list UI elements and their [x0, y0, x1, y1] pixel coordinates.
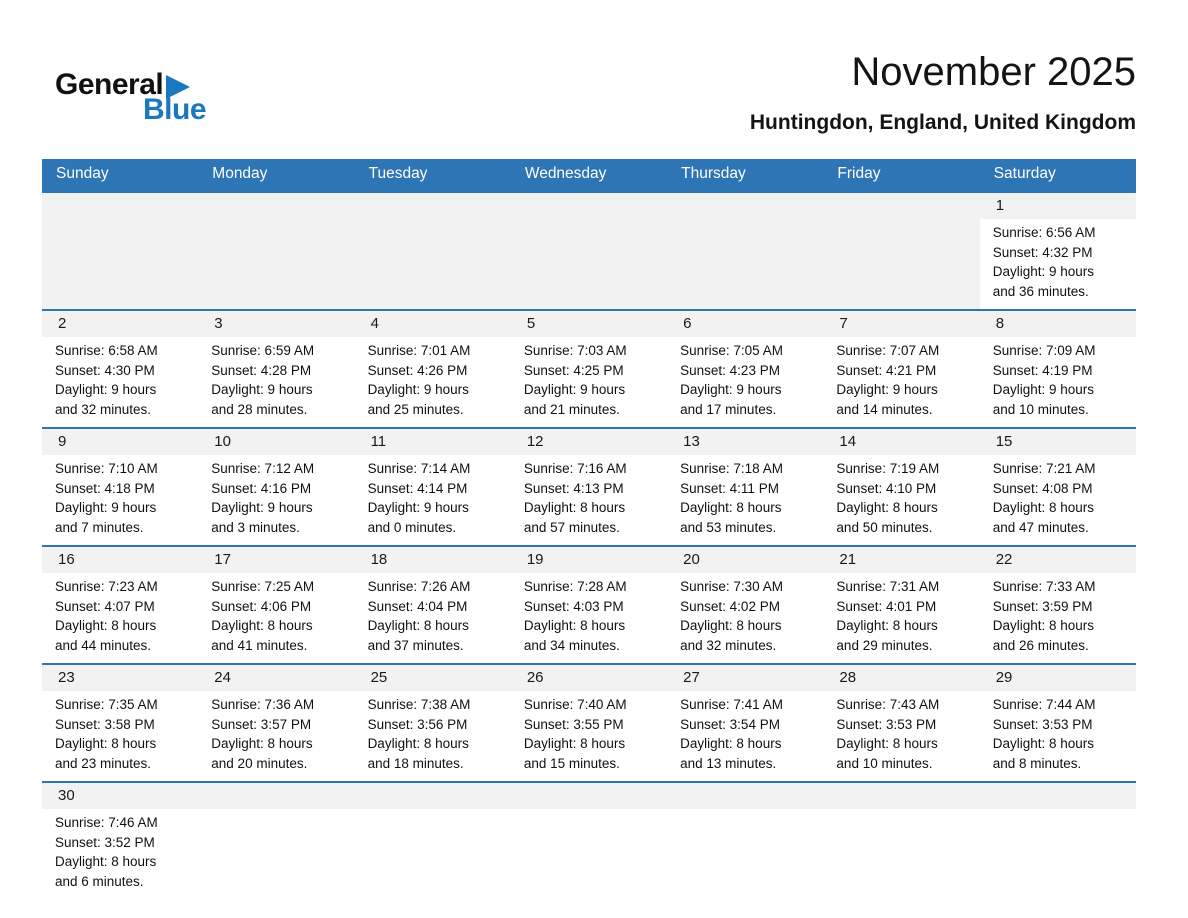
sunset-text: Sunset: 3:56 PM [367, 716, 468, 732]
sunrise-text: Sunrise: 7:18 AM [680, 461, 783, 476]
sunset-text: Sunset: 4:10 PM [836, 480, 937, 496]
day-details [823, 691, 979, 781]
day-details [42, 809, 198, 899]
empty-number-strip [355, 783, 511, 809]
day-cell-26 [511, 665, 667, 781]
day-details [42, 455, 198, 545]
sunrise-text: Sunrise: 7:10 AM [55, 461, 158, 476]
day-number: 17 [198, 547, 354, 573]
day-number: 10 [198, 429, 354, 455]
sunrise-text: Sunrise: 7:16 AM [523, 461, 627, 476]
logo-text-general: General [55, 68, 164, 101]
day-details [198, 455, 354, 545]
day-cell-21 [823, 547, 979, 663]
weekday-saturday: Saturday [993, 165, 1056, 182]
daylight-minutes-text: and 10 minutes. [836, 755, 933, 771]
day-number: 21 [823, 547, 979, 573]
empty-cell [198, 783, 354, 899]
daylight-minutes-text: and 6 minutes. [55, 873, 144, 889]
day-cell-10 [198, 429, 354, 545]
week-row-1 [42, 191, 1136, 309]
week-row-2 [42, 309, 1136, 427]
sunrise-text: Sunrise: 7:28 AM [523, 579, 627, 594]
day-number: 16 [42, 547, 198, 573]
day-number: 22 [980, 547, 1136, 573]
day-details [355, 691, 511, 781]
day-details [667, 455, 823, 545]
page-header [0, 0, 1188, 135]
sunrise-text: Sunrise: 7:35 AM [55, 697, 158, 712]
empty-cell [823, 783, 979, 899]
empty-number-strip [980, 783, 1136, 809]
sunset-text: Sunset: 4:08 PM [992, 480, 1093, 496]
day-cell-16 [42, 547, 198, 663]
sunrise-text: Sunrise: 7:41 AM [680, 697, 783, 712]
logo [55, 50, 206, 127]
weekday-friday: Friday [837, 165, 881, 182]
day-details [980, 337, 1136, 427]
day-details [511, 691, 667, 781]
day-cell-30 [42, 783, 198, 899]
sunset-text: Sunset: 4:02 PM [680, 598, 780, 614]
day-cell-5 [511, 311, 667, 427]
sunset-text: Sunset: 4:21 PM [836, 362, 937, 378]
sunset-text: Sunset: 4:07 PM [55, 598, 155, 614]
daylight-hours-text: Daylight: 8 hours [836, 618, 938, 633]
daylight-hours-text: Daylight: 8 hours [992, 500, 1095, 515]
sunrise-text: Sunrise: 7:30 AM [680, 579, 783, 594]
sunrise-text: Sunrise: 7:43 AM [836, 697, 940, 712]
day-cell-4 [355, 311, 511, 427]
day-cell-8 [980, 311, 1136, 427]
day-number: 18 [355, 547, 511, 573]
day-details [511, 337, 667, 427]
daylight-hours-text: Daylight: 8 hours [55, 736, 157, 751]
daylight-hours-text: Daylight: 9 hours [523, 382, 626, 397]
daylight-minutes-text: and 21 minutes. [523, 401, 620, 417]
daylight-minutes-text: and 17 minutes. [680, 401, 777, 417]
daylight-hours-text: Daylight: 8 hours [523, 500, 626, 515]
day-number: 28 [823, 665, 979, 691]
title-block [750, 50, 1136, 135]
empty-number-strip [667, 783, 823, 809]
day-cell-15 [980, 429, 1136, 545]
day-number: 30 [42, 783, 198, 809]
day-cell-28 [823, 665, 979, 781]
daylight-minutes-text: and 29 minutes. [836, 637, 933, 653]
sunrise-text: Sunrise: 7:46 AM [55, 815, 158, 830]
calendar [42, 159, 1136, 899]
day-details [980, 219, 1136, 309]
empty-number-strip [198, 783, 354, 809]
sunset-text: Sunset: 4:19 PM [992, 362, 1093, 378]
daylight-hours-text: Daylight: 8 hours [680, 618, 782, 633]
daylight-hours-text: Daylight: 9 hours [992, 382, 1095, 397]
day-details [42, 337, 198, 427]
day-details [42, 691, 198, 781]
weekday-tuesday: Tuesday [368, 165, 428, 182]
empty-cell [667, 193, 823, 309]
day-details [511, 455, 667, 545]
day-number: 29 [980, 665, 1136, 691]
calendar-weeks [42, 191, 1136, 899]
day-number: 19 [511, 547, 667, 573]
sunset-text: Sunset: 3:52 PM [55, 834, 155, 850]
empty-cell [667, 783, 823, 899]
sunset-text: Sunset: 4:06 PM [211, 598, 312, 614]
day-number: 5 [511, 311, 667, 337]
daylight-minutes-text: and 41 minutes. [211, 637, 308, 653]
week-row-4 [42, 545, 1136, 663]
sunrise-text: Sunrise: 6:56 AM [992, 225, 1096, 240]
day-cell-9 [42, 429, 198, 545]
daylight-minutes-text: and 50 minutes. [836, 519, 933, 535]
sunrise-text: Sunrise: 7:25 AM [211, 579, 315, 594]
sunrise-text: Sunrise: 7:21 AM [992, 461, 1096, 476]
weekday-wednesday: Wednesday [524, 165, 607, 182]
day-cell-13 [667, 429, 823, 545]
sunset-text: Sunset: 3:55 PM [523, 716, 624, 732]
weekday-sunday: Sunday [56, 165, 109, 182]
day-number: 7 [823, 311, 979, 337]
day-cell-18 [355, 547, 511, 663]
daylight-minutes-text: and 3 minutes. [211, 519, 300, 535]
daylight-hours-text: Daylight: 8 hours [523, 618, 626, 633]
day-cell-12 [511, 429, 667, 545]
daylight-minutes-text: and 53 minutes. [680, 519, 777, 535]
sunrise-text: Sunrise: 7:03 AM [523, 343, 627, 358]
day-details [42, 573, 198, 663]
day-details [823, 573, 979, 663]
day-cell-20 [667, 547, 823, 663]
daylight-hours-text: Daylight: 8 hours [992, 736, 1095, 751]
daylight-minutes-text: and 23 minutes. [55, 755, 152, 771]
day-cell-24 [198, 665, 354, 781]
daylight-hours-text: Daylight: 9 hours [992, 264, 1095, 279]
sunset-text: Sunset: 4:16 PM [211, 480, 312, 496]
day-details [198, 573, 354, 663]
sunset-text: Sunset: 4:26 PM [367, 362, 468, 378]
daylight-minutes-text: and 15 minutes. [523, 755, 620, 771]
sunrise-text: Sunrise: 7:26 AM [367, 579, 471, 594]
daylight-minutes-text: and 18 minutes. [367, 755, 464, 771]
sunrise-text: Sunrise: 7:23 AM [55, 579, 158, 594]
daylight-minutes-text: and 34 minutes. [523, 637, 620, 653]
day-cell-22 [980, 547, 1136, 663]
daylight-hours-text: Daylight: 9 hours [211, 500, 313, 515]
daylight-hours-text: Daylight: 8 hours [836, 736, 938, 751]
empty-cell [980, 783, 1136, 899]
sunrise-text: Sunrise: 6:58 AM [55, 343, 158, 358]
day-cell-23 [42, 665, 198, 781]
day-cell-1 [980, 193, 1136, 309]
day-details [198, 337, 354, 427]
daylight-minutes-text: and 57 minutes. [523, 519, 620, 535]
day-number: 26 [511, 665, 667, 691]
daylight-hours-text: Daylight: 8 hours [55, 854, 157, 869]
daylight-hours-text: Daylight: 9 hours [211, 382, 313, 397]
sunset-text: Sunset: 4:13 PM [523, 480, 624, 496]
day-number: 24 [198, 665, 354, 691]
sunset-text: Sunset: 4:11 PM [680, 480, 779, 496]
day-cell-17 [198, 547, 354, 663]
daylight-hours-text: Daylight: 8 hours [992, 618, 1095, 633]
empty-cell [823, 193, 979, 309]
day-number: 14 [823, 429, 979, 455]
day-number: 4 [355, 311, 511, 337]
daylight-minutes-text: and 32 minutes. [680, 637, 777, 653]
empty-cell [198, 193, 354, 309]
sunset-text: Sunset: 3:54 PM [680, 716, 780, 732]
daylight-minutes-text: and 13 minutes. [680, 755, 777, 771]
weekday-header-row [42, 159, 1136, 191]
day-cell-7 [823, 311, 979, 427]
sunrise-text: Sunrise: 7:19 AM [836, 461, 940, 476]
day-details [823, 455, 979, 545]
sunrise-text: Sunrise: 7:33 AM [992, 579, 1096, 594]
daylight-hours-text: Daylight: 9 hours [836, 382, 938, 397]
sunset-text: Sunset: 4:03 PM [523, 598, 624, 614]
day-number: 27 [667, 665, 823, 691]
daylight-minutes-text: and 37 minutes. [367, 637, 464, 653]
day-number: 15 [980, 429, 1136, 455]
sunset-text: Sunset: 4:23 PM [680, 362, 780, 378]
day-details [355, 455, 511, 545]
daylight-minutes-text: and 20 minutes. [211, 755, 308, 771]
day-details [980, 573, 1136, 663]
day-cell-3 [198, 311, 354, 427]
day-details [823, 337, 979, 427]
week-row-5 [42, 663, 1136, 781]
page-title: November 2025 [851, 50, 1136, 94]
sunset-text: Sunset: 4:25 PM [523, 362, 624, 378]
sunset-text: Sunset: 4:18 PM [55, 480, 155, 496]
day-cell-14 [823, 429, 979, 545]
day-number: 23 [42, 665, 198, 691]
daylight-minutes-text: and 14 minutes. [836, 401, 933, 417]
sunset-text: Sunset: 3:57 PM [211, 716, 312, 732]
sunrise-text: Sunrise: 7:44 AM [992, 697, 1096, 712]
sunset-text: Sunset: 4:30 PM [55, 362, 155, 378]
day-details [667, 573, 823, 663]
page-subtitle: Huntingdon, England, United Kingdom [749, 111, 1136, 134]
sunrise-text: Sunrise: 7:38 AM [367, 697, 471, 712]
daylight-hours-text: Daylight: 8 hours [680, 736, 782, 751]
sunrise-text: Sunrise: 7:36 AM [211, 697, 315, 712]
daylight-minutes-text: and 8 minutes. [992, 755, 1082, 771]
daylight-minutes-text: and 36 minutes. [992, 283, 1089, 299]
sunset-text: Sunset: 4:04 PM [367, 598, 468, 614]
sunset-text: Sunset: 3:58 PM [55, 716, 155, 732]
daylight-hours-text: Daylight: 8 hours [211, 736, 313, 751]
day-number: 25 [355, 665, 511, 691]
daylight-minutes-text: and 32 minutes. [55, 401, 152, 417]
daylight-hours-text: Daylight: 9 hours [367, 382, 469, 397]
day-cell-27 [667, 665, 823, 781]
weekday-thursday: Thursday [681, 165, 746, 182]
empty-number-strip [511, 783, 667, 809]
sunrise-text: Sunrise: 7:01 AM [367, 343, 471, 358]
empty-cell [511, 193, 667, 309]
daylight-hours-text: Daylight: 8 hours [836, 500, 938, 515]
day-number: 11 [355, 429, 511, 455]
daylight-minutes-text: and 28 minutes. [211, 401, 308, 417]
daylight-hours-text: Daylight: 9 hours [55, 500, 157, 515]
daylight-minutes-text: and 10 minutes. [992, 401, 1089, 417]
weekday-monday: Monday [212, 165, 268, 182]
day-details [667, 337, 823, 427]
day-number: 8 [980, 311, 1136, 337]
daylight-minutes-text: and 44 minutes. [55, 637, 152, 653]
sunset-text: Sunset: 4:32 PM [992, 244, 1093, 260]
day-details [980, 455, 1136, 545]
sunrise-text: Sunrise: 7:14 AM [367, 461, 471, 476]
daylight-hours-text: Daylight: 8 hours [367, 736, 469, 751]
empty-cell [42, 193, 198, 309]
sunset-text: Sunset: 3:59 PM [992, 598, 1093, 614]
day-details [355, 337, 511, 427]
sunrise-text: Sunrise: 7:40 AM [523, 697, 627, 712]
day-details [511, 573, 667, 663]
day-cell-29 [980, 665, 1136, 781]
sunrise-text: Sunrise: 7:05 AM [680, 343, 783, 358]
sunrise-text: Sunrise: 7:12 AM [211, 461, 315, 476]
daylight-minutes-text: and 7 minutes. [55, 519, 144, 535]
week-row-3 [42, 427, 1136, 545]
day-number: 3 [198, 311, 354, 337]
day-number: 12 [511, 429, 667, 455]
daylight-hours-text: Daylight: 8 hours [523, 736, 626, 751]
sunrise-text: Sunrise: 7:31 AM [836, 579, 940, 594]
daylight-hours-text: Daylight: 8 hours [55, 618, 157, 633]
day-cell-19 [511, 547, 667, 663]
empty-cell [355, 783, 511, 899]
daylight-hours-text: Daylight: 9 hours [367, 500, 469, 515]
daylight-minutes-text: and 47 minutes. [992, 519, 1089, 535]
day-cell-6 [667, 311, 823, 427]
sunrise-text: Sunrise: 7:09 AM [992, 343, 1096, 358]
day-number: 1 [980, 193, 1136, 219]
day-details [198, 691, 354, 781]
sunrise-text: Sunrise: 7:07 AM [836, 343, 940, 358]
daylight-hours-text: Daylight: 9 hours [55, 382, 157, 397]
day-number: 9 [42, 429, 198, 455]
sunset-text: Sunset: 4:14 PM [367, 480, 468, 496]
daylight-hours-text: Daylight: 8 hours [211, 618, 313, 633]
daylight-hours-text: Daylight: 8 hours [367, 618, 469, 633]
day-number: 2 [42, 311, 198, 337]
sunrise-text: Sunrise: 6:59 AM [211, 343, 315, 358]
sunset-text: Sunset: 4:28 PM [211, 362, 312, 378]
day-cell-11 [355, 429, 511, 545]
day-number: 20 [667, 547, 823, 573]
sunset-text: Sunset: 4:01 PM [836, 598, 937, 614]
empty-cell [355, 193, 511, 309]
empty-cell [511, 783, 667, 899]
day-cell-25 [355, 665, 511, 781]
empty-number-strip [823, 783, 979, 809]
daylight-minutes-text: and 26 minutes. [992, 637, 1089, 653]
day-cell-2 [42, 311, 198, 427]
day-number: 6 [667, 311, 823, 337]
logo-text-blue: Blue [143, 93, 207, 126]
daylight-minutes-text: and 25 minutes. [367, 401, 464, 417]
daylight-hours-text: Daylight: 9 hours [680, 382, 782, 397]
sunset-text: Sunset: 3:53 PM [836, 716, 937, 732]
day-details [667, 691, 823, 781]
sunset-text: Sunset: 3:53 PM [992, 716, 1093, 732]
daylight-minutes-text: and 0 minutes. [367, 519, 457, 535]
day-details [980, 691, 1136, 781]
week-row-6 [42, 781, 1136, 899]
day-number: 13 [667, 429, 823, 455]
daylight-hours-text: Daylight: 8 hours [680, 500, 782, 515]
day-details [355, 573, 511, 663]
